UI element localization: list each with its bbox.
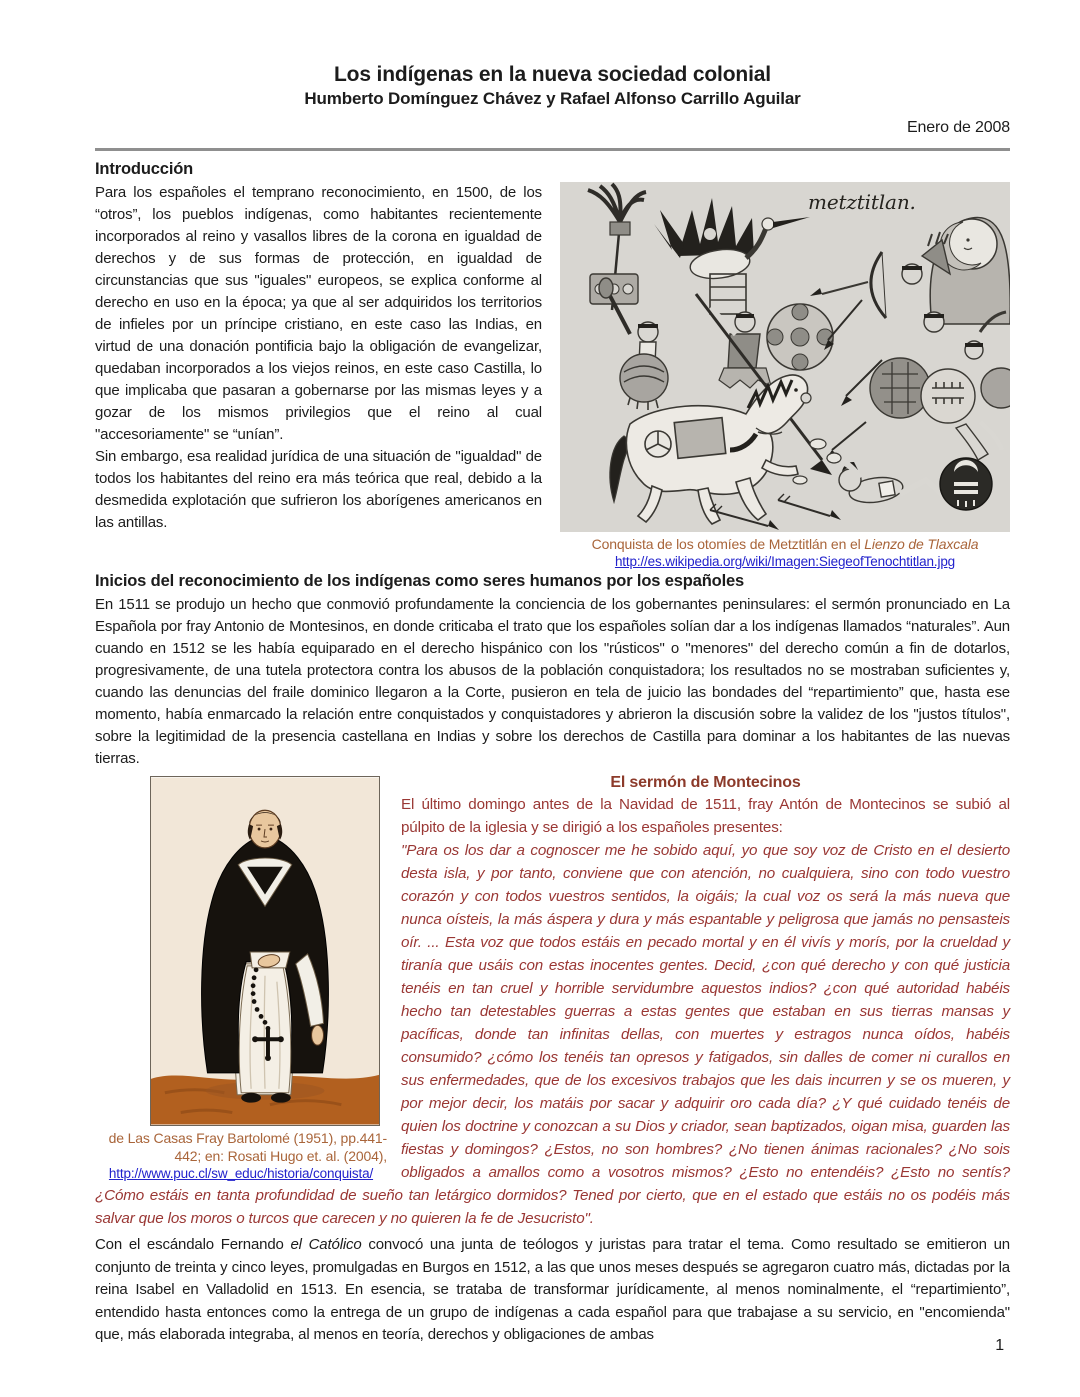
header-divider bbox=[95, 148, 1010, 151]
battle-figure bbox=[560, 182, 1010, 571]
friar-source-link[interactable]: http://www.puc.cl/sw_educ/historia/conquista/ bbox=[108, 1166, 374, 1181]
recognition-heading: Inicios del reconocimiento de los indígenas como seres humanos por los españoles bbox=[95, 572, 745, 590]
date-line: Enero de 2008 bbox=[906, 119, 1010, 136]
friar-figure bbox=[95, 776, 387, 1183]
closing-text-italic: el Católico bbox=[290, 1236, 362, 1253]
page-number: 1 bbox=[995, 1337, 1004, 1354]
intro-section bbox=[95, 182, 1010, 571]
closing-text-2: convocó una junta de teólogos y juristas para tratar el tema. Como resultado se emitieron un conjunto de treinta y cinco leyes, promulgadas en Burgos en 1512, a las que unos meses después se agregaron cuatro más, dictadas por la reina Isabel en Valladolid en 1513. En esencia, se trataba de transformar jurídicamente, al menos nominalmente, el “repartimiento”, entendido hasta entonces como la entrega de un grupo de indígenas a cada español para que trabajase a su servicio, en "encomienda" que, más elaborada integraba, al menos en teoría, derechos y obligaciones de ambas bbox=[95, 1236, 1010, 1343]
recognition-paragraph: En 1511 se produjo un hecho que conmovió profundamente la conciencia de los gobernantes peninsulares: el sermón pronunciado en La Española por fray Antonio de Montesinos, en donde criticaba el trato que los españoles solían dar a los indígenas llamados “naturales”. Aun cuando en 1512 se les había equiparado en el derecho hispánico con los "rústicos" o "menores" del derecho común a fin de dotarlos, progresivamente, de una tutela protectora contra los abusos de la población conquistadora; los resultados no se mostraban suficientes y, cuando las denuncias del fraile dominico llegaron a la Corte, pusieron en tela de juicio las bondades del “repartimiento” que, hasta ese momento, había enmarcado la relación entre conquistados y conquistadores y abrieron la discusión sobre la validez de los "justos títulos", sobre la legitimidad de la presencia castellana en Indias y sobre los derechos de Castilla para dominar a los habitantes de las nuevas tierras. bbox=[95, 596, 1010, 767]
closing-paragraph bbox=[95, 1234, 1010, 1347]
sermon-lead-paragraph: El último domingo antes de la Navidad de 1511, fray Antón de Montecinos se subió al púlpito de la iglesia y se dirigió a los españoles presentes: bbox=[401, 796, 1010, 836]
rider-shield-icon bbox=[767, 304, 833, 370]
sermon-quote-paragraph: "Para os los dar a cognoscer me he sobido aquí, yo que soy voz de Cristo en el desierto desta isla, y por tanto, conviene que con atención, no cualquiera, sino con todo vuestro corazón y con todos vuestros sentidos, la oigáis; la cual voz os será la más nueva que nunca oísteis, la más áspera y dura y más espantable y peligrosa que jamás no pensasteis oír. ... Esta voz que todos estáis en pecado mortal y en él vivís y morís, por la crueldad y tiranía que usáis con estas inocentes gentes. Decid, ¿con qué derecho y con qué justicia tenéis en tan cruel y horrible servidumbre aquestos indios? ¿con qué autoridad habéis hecho tan detestables guerras a estas gentes que estaban en sus tierras mansas y pacíficas, donde tan infinitas dellas, con muertes y estragos nunca oídos, habéis consumido? ¿cómo los tenéis tan opresos y fatigados, sin dalles de comer ni curallos en sus enfermedades, que de los excesivos trabajos que les dais incurren y se os mueren, y por mejor decir, los matáis por sacar y adquirir oro cada día? ¿Y qué cuidado tenéis de quien los doctrine y conozcan a su Dios y criador, sean baptizados, oigan misa, guarden las fiestas y domingos? ¿Estos, no son hombres? ¿No tienen ánimas racionales? ¿No sois obligados a amallos como a vosotros mismos? ¿Esto no entendéis? ¿Esto no sentís? ¿Cómo estáis en tanta profundidad de sueño tan letárgico dormidos? Tened por cierto, que en el estado que estáis no os podéis más salvar que los moros o turcos que carecen y no quieren la fe de Jesucristo". bbox=[95, 842, 1010, 1227]
sermon-section bbox=[95, 772, 1010, 1230]
battle-source-link[interactable]: http://es.wikipedia.org/wiki/Imagen:SiegeofTenochtitlan.jpg bbox=[614, 554, 956, 569]
authors-line: Humberto Domínguez Chávez y Rafael Alfonso Carrillo Aguilar bbox=[304, 89, 801, 108]
friar-shoe-right bbox=[271, 1093, 291, 1103]
battle-illustration bbox=[560, 182, 1010, 532]
intro-paragraph-1: Para los españoles el temprano reconocimiento, en 1500, de los “otros”, los pueblos indígenas, como habitantes recientemente incorporados al reino y vasallos libres de la corona en igualdad de derechos y de sus formas de protección, en igualdad de circunstancias que sus "iguales" europeos, se explica conforme al derecho en uso en la época; ya que al ser adquiridos los territorios de infieles por un príncipe cristiano, en este caso las Indias, en virtud de una donación pontificia bajo la obligación de evangelizar, quedaban incorporados a los viejos reinos, en este caso Castilla, lo que implicaba que pasaran a gobernarse por las mismas leyes y a gozar de los mismos privilegios que el reino al cual "accesoriamente" se “unían”. bbox=[95, 184, 542, 443]
sermon-heading: El sermón de Montecinos bbox=[610, 774, 801, 791]
closing-text-1: Con el escándalo Fernando bbox=[95, 1236, 291, 1253]
friar-head bbox=[248, 810, 282, 848]
friar-shoe-left bbox=[241, 1093, 261, 1103]
battle-inscription: metztitlan. bbox=[808, 190, 916, 214]
battle-caption bbox=[560, 535, 1010, 553]
friar-illustration bbox=[150, 776, 380, 1126]
page-title: Los indígenas en la nueva sociedad colonial bbox=[333, 63, 771, 86]
battle-caption-source: Lienzo de Tlaxcala bbox=[864, 536, 979, 552]
intro-paragraph-2: Sin embargo, esa realidad jurídica de una situación de "igualdad" de todos los habitantes del reino era más teórica que real, debido a la desmedida explotación que sufrieron los aborígenes americanos en las antillas. bbox=[95, 448, 542, 531]
intro-text-column bbox=[95, 182, 542, 571]
intro-heading: Introducción bbox=[95, 160, 194, 178]
friar-caption: de Las Casas Fray Bartolomé (1951), pp.441-442; en: Rosati Hugo et. al. (2004), bbox=[108, 1130, 387, 1164]
battle-caption-text: Conquista de los otomíes de Metztitlán en el bbox=[591, 536, 865, 552]
document-header bbox=[95, 62, 1010, 138]
